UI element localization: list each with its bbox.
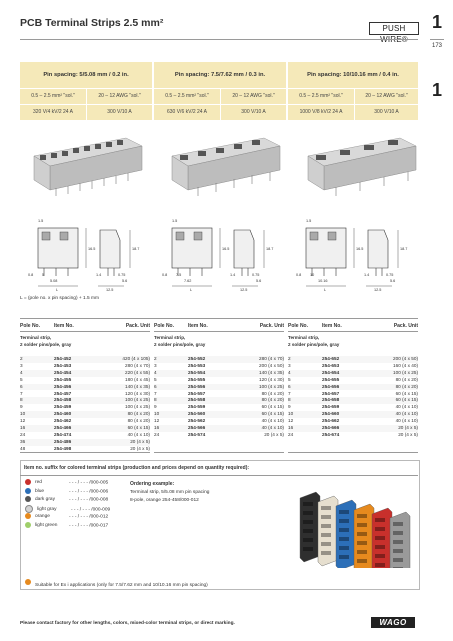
pole-cell: 36 <box>20 438 26 444</box>
rating-cell: 630 V/6 kV/2 24 A <box>166 109 208 115</box>
dimension-label: 18.7 <box>266 247 274 251</box>
pole-cell: 5 <box>154 376 157 382</box>
spacing-heading: Pin spacing: 7.5/7.62 mm / 0.3 in. <box>174 72 266 78</box>
dimension-label: 12.5 <box>240 288 248 292</box>
pack-cell: 80 (4 x 20) <box>127 411 150 417</box>
pack-cell: 80 (4 x 20) <box>127 418 150 424</box>
pack-cell: 120 (4 x 30) <box>124 390 150 396</box>
pole-cell: 3 <box>288 362 291 368</box>
dimension-label: 18.7 <box>132 247 140 251</box>
dimension-label: 5.6 <box>122 279 128 283</box>
item-cell: 254-457 <box>54 390 72 396</box>
item-cell: 254-453 <box>54 362 72 368</box>
pack-cell: 60 (4 x 15) <box>395 397 418 403</box>
table-subtitle: Terminal strip, <box>288 335 320 340</box>
colored-strip <box>354 504 374 568</box>
pole-cell: 16 <box>20 425 26 430</box>
table-row <box>154 418 284 425</box>
color-swatch-icon <box>25 522 31 528</box>
pack-cell: 20 (4 x 5) <box>398 431 418 437</box>
dimension-label: L <box>56 288 59 292</box>
dimension-label: 0.75 <box>118 273 126 277</box>
table-row <box>20 397 150 404</box>
pack-cell: 20 (4 x 5) <box>398 425 418 430</box>
dimension-label: 16.5 <box>222 247 230 251</box>
column-header-pack: Pack. Unit <box>393 323 418 329</box>
table-bottom-rule <box>20 452 150 453</box>
rating-cell: 1000 V/8 kV/2 24 A <box>299 109 343 115</box>
colored-strips-photo <box>296 484 416 568</box>
product-photos <box>20 126 418 198</box>
table-header-rule <box>288 331 418 332</box>
pole-cell: 10 <box>154 411 160 417</box>
item-cell: 254-552 <box>188 356 206 361</box>
pack-cell: 20 (4 x 5) <box>130 438 150 444</box>
pack-cell: 60 (4 x 15) <box>127 425 150 430</box>
dimension-label: 7.5 <box>176 273 182 277</box>
column-header-item: Item No. <box>322 323 342 329</box>
dimension-label: 1.5 <box>38 219 44 223</box>
column-header-item: Item No. <box>54 323 74 329</box>
table-subtitle: 2 solder pins/pole, gray <box>154 342 206 347</box>
color-swatch-icon <box>25 513 31 519</box>
item-cell: 254-666 <box>322 425 340 430</box>
pack-cell: 140 (4 x 35) <box>124 383 150 389</box>
table-row <box>154 377 284 384</box>
wago-logo: WAGO <box>371 617 415 628</box>
rating-cell: 20 – 12 AWG "sol." <box>232 93 275 99</box>
ordering-example-line: 8-pole, orange 254-458/000-012 <box>130 498 199 503</box>
dimension-label: 0.75 <box>252 273 260 277</box>
pack-cell: 40 (4 x 10) <box>395 404 418 410</box>
table-row <box>154 391 284 398</box>
parts-top-rule <box>20 318 418 319</box>
pole-cell: 8 <box>288 397 291 403</box>
pole-cell: 10 <box>20 411 26 417</box>
table-subtitle: 2 solder pins/pole, gray <box>288 342 340 347</box>
dimension-note: L = (pole no. x pin spacing) + 1.5 mm <box>20 296 100 301</box>
table-row <box>20 418 150 425</box>
table-row <box>20 411 150 418</box>
pole-cell: 3 <box>154 362 157 368</box>
terminal-strip-photo-5mm <box>34 138 142 196</box>
color-swatch-icon <box>25 479 31 485</box>
rating-cell: 300 V/10 A <box>241 109 266 115</box>
dimension-label: 5.08 <box>50 279 58 283</box>
pole-cell: 9 <box>288 404 291 410</box>
column-header-pole: Pole No. <box>154 323 175 329</box>
pole-cell: 24 <box>20 431 26 437</box>
column-header-pack: Pack. Unit <box>259 323 284 329</box>
pack-cell: 200 (4 x 50) <box>392 356 418 361</box>
color-suffix: - - - / - - - /000-009 <box>71 506 111 512</box>
dimension-drawing <box>296 219 407 292</box>
pole-cell: 48 <box>20 445 26 451</box>
dimension-label: L <box>324 288 327 292</box>
item-cell: 254-486 <box>54 438 72 444</box>
column-header-pack: Pack. Unit <box>125 323 150 329</box>
colored-strip <box>300 492 320 562</box>
rating-cell: 0.5 – 2.5 mm² "sol." <box>299 93 343 99</box>
rating-cell: 0.5 – 2.5 mm² "sol." <box>31 93 75 99</box>
color-suffix: - - - / - - - /000-012 <box>69 514 109 520</box>
item-cell: 254-454 <box>54 369 72 375</box>
table-row <box>288 411 418 418</box>
table-row <box>20 377 150 384</box>
table-row <box>20 432 150 439</box>
table-row <box>154 432 284 439</box>
color-name: dark gray <box>35 497 55 503</box>
rating-rowline <box>20 104 418 105</box>
dimension-label: 5.6 <box>256 279 262 283</box>
color-suffix-item <box>25 505 225 514</box>
pack-cell: 220 (4 x 55) <box>124 369 150 375</box>
table-row <box>288 432 418 439</box>
pack-cell: 20 (4 x 5) <box>130 445 150 451</box>
item-cell: 254-654 <box>322 369 340 375</box>
dimension-label: 1.5 <box>172 219 178 223</box>
pack-cell: 40 (4 x 10) <box>127 431 150 437</box>
item-cell: 254-658 <box>322 397 340 403</box>
color-name: orange <box>35 514 50 520</box>
item-cell: 254-674 <box>322 431 340 437</box>
pole-cell: 8 <box>154 397 157 403</box>
pack-cell: 60 (4 x 15) <box>261 404 284 410</box>
dimension-drawing <box>28 219 139 292</box>
item-cell: 254-652 <box>322 356 340 361</box>
pole-cell: 24 <box>288 431 294 437</box>
table-row <box>154 356 284 363</box>
item-cell: 254-657 <box>322 390 340 396</box>
pole-cell: 2 <box>288 356 291 361</box>
dimension-label: 0.8 <box>296 273 302 277</box>
item-cell: 254-498 <box>54 445 72 451</box>
dimension-label: 1.4 <box>230 273 236 277</box>
item-cell: 254-455 <box>54 376 72 382</box>
pole-cell: 12 <box>288 418 294 424</box>
table-row <box>154 411 284 418</box>
pole-cell: 7 <box>20 390 23 396</box>
table-row <box>20 363 150 370</box>
color-suffix-item <box>25 513 225 522</box>
table-header-rule <box>20 331 150 332</box>
table-subtitle: 2 solder pins/pole, gray <box>20 342 72 347</box>
dimension-drawing <box>162 219 273 292</box>
ordering-example-title: Ordering example: <box>130 481 175 487</box>
pack-cell: 60 (4 x 15) <box>261 411 284 417</box>
item-cell: 254-474 <box>54 431 72 437</box>
item-cell: 254-656 <box>322 383 340 389</box>
info-icon <box>25 579 31 585</box>
ex-note-text: Suitable for Ex i applications (only for 7.5/7.62 mm and 10/10.16 mm pin spacing) <box>35 583 208 588</box>
rating-cell: 20 – 12 AWG "sol." <box>365 93 408 99</box>
item-cell: 254-659 <box>322 404 340 410</box>
spacing-heading: Pin spacing: 10/10.16 mm / 0.4 in. <box>307 72 399 78</box>
item-cell: 254-562 <box>188 418 206 424</box>
colored-strip <box>336 500 356 568</box>
color-name: red <box>35 480 42 486</box>
colored-strip <box>390 512 410 568</box>
item-cell: 254-559 <box>188 404 206 410</box>
table-row <box>154 404 284 411</box>
table-row <box>20 439 150 446</box>
rating-rowline <box>20 88 418 89</box>
color-suffix: - - - / - - - /000-008 <box>69 497 109 503</box>
pole-cell: 4 <box>288 369 291 375</box>
rating-cell: 0.5 – 2.5 mm² "sol." <box>165 93 209 99</box>
pack-cell: 20 (4 x 5) <box>264 431 284 437</box>
pole-cell: 6 <box>154 383 157 389</box>
color-suffix-item <box>25 522 225 531</box>
column-header-pole: Pole No. <box>20 323 41 329</box>
table-subtitle: Terminal strip, <box>154 335 186 340</box>
dimension-label: 5 <box>42 273 45 277</box>
dimension-label: 0.8 <box>162 273 168 277</box>
terminal-strip-photo-7mm <box>172 138 280 196</box>
item-cell: 254-459 <box>54 404 72 410</box>
pole-cell: 5 <box>20 376 23 382</box>
table-row <box>288 391 418 398</box>
spacing-heading: Pin spacing: 5/5.08 mm / 0.2 in. <box>43 72 129 78</box>
table-row <box>20 404 150 411</box>
item-cell: 254-557 <box>188 390 206 396</box>
color-suffix: - - - / - - - /000-005 <box>69 480 109 486</box>
item-cell: 254-660 <box>322 411 340 417</box>
pole-cell: 9 <box>154 404 157 410</box>
colored-strip <box>372 508 392 568</box>
item-cell: 254-653 <box>322 362 340 368</box>
rating-cell: 20 – 12 AWG "sol." <box>98 93 141 99</box>
table-row <box>154 384 284 391</box>
dimension-label: 5.6 <box>390 279 396 283</box>
pack-cell: 100 (4 x 25) <box>124 397 150 403</box>
item-cell: 254-555 <box>188 376 206 382</box>
pack-cell: 120 (4 x 30) <box>258 376 284 382</box>
pack-cell: 80 (4 x 20) <box>395 383 418 389</box>
table-bottom-rule <box>288 452 418 453</box>
column-header-item: Item No. <box>188 323 208 329</box>
item-cell: 254-456 <box>54 383 72 389</box>
page-ref: 173 <box>432 43 443 49</box>
pack-cell: 180 (4 x 45) <box>124 376 150 382</box>
section-number-tab: 1 <box>432 80 443 100</box>
dimension-label: 10 <box>310 273 315 277</box>
pack-cell: 420 (4 x 105) <box>122 356 150 361</box>
item-cell: 254-655 <box>322 376 340 382</box>
pole-cell: 4 <box>154 369 157 375</box>
rating-cell: 300 V/10 A <box>374 109 399 115</box>
pole-cell: 7 <box>154 390 157 396</box>
pole-cell: 16 <box>154 425 160 430</box>
ordering-example-line: Terminal strip, 5/5.08 mm pin spacing <box>130 490 210 495</box>
table-row <box>288 384 418 391</box>
table-row <box>288 356 418 363</box>
table-row <box>20 425 150 432</box>
pole-cell: 16 <box>288 425 294 430</box>
dimension-label: 0.8 <box>28 273 34 277</box>
dimension-label: 12.5 <box>106 288 114 292</box>
pack-cell: 200 (4 x 50) <box>258 362 284 368</box>
pole-cell: 10 <box>288 411 294 417</box>
pack-cell: 280 (4 x 70) <box>124 362 150 368</box>
table-row <box>154 370 284 377</box>
pole-cell: 9 <box>20 404 23 410</box>
table-row <box>288 418 418 425</box>
color-swatch-icon <box>25 496 31 502</box>
ex-note <box>25 573 208 591</box>
dimension-label: 10.16 <box>318 279 328 283</box>
color-swatch-icon <box>25 505 33 513</box>
pole-cell: 6 <box>20 383 23 389</box>
dimension-label: 16.5 <box>356 247 364 251</box>
dimension-label: 1.4 <box>96 273 102 277</box>
table-header-rule <box>154 331 284 332</box>
table-row <box>20 384 150 391</box>
pole-cell: 24 <box>154 431 160 437</box>
terminal-strip-photo-10mm <box>308 138 416 196</box>
table-row <box>288 425 418 432</box>
dimension-label: 1.5 <box>306 219 312 223</box>
colored-strip <box>318 496 338 566</box>
item-cell: 254-460 <box>54 411 72 417</box>
color-swatch-icon <box>25 488 31 494</box>
table-row <box>154 363 284 370</box>
rating-cell: 320 V/4 kV/2 24 A <box>32 109 74 115</box>
color-suffix: - - - / - - - /000-017 <box>69 522 109 528</box>
pack-cell: 160 (4 x 40) <box>392 362 418 368</box>
color-name: light gray <box>37 506 57 512</box>
pack-cell: 140 (4 x 35) <box>258 369 284 375</box>
item-cell: 254-466 <box>54 425 72 430</box>
table-row <box>288 397 418 404</box>
pack-cell: 80 (4 x 20) <box>261 397 284 403</box>
pack-cell: 100 (4 x 25) <box>258 383 284 389</box>
item-cell: 254-553 <box>188 362 206 368</box>
pack-cell: 40 (4 x 10) <box>395 411 418 417</box>
dimension-label: 0.75 <box>386 273 394 277</box>
footer-note: Please contact factory for other lengths, colors, mixed-color terminal strips, or direct marking. <box>20 621 235 626</box>
item-cell: 254-554 <box>188 369 206 375</box>
brand-badge: PUSH <box>369 22 419 35</box>
table-row <box>154 397 284 404</box>
pack-cell: 80 (4 x 20) <box>261 390 284 396</box>
table-row <box>20 356 150 363</box>
pole-cell: 2 <box>20 356 23 361</box>
item-cell: 254-556 <box>188 383 206 389</box>
ordering-rule <box>20 475 418 476</box>
pack-cell: 40 (4 x 10) <box>261 425 284 430</box>
color-suffix-item <box>25 479 225 488</box>
pack-cell: 60 (4 x 15) <box>395 390 418 396</box>
page-title: PCB Terminal Strips 2.5 mm² <box>20 17 164 29</box>
item-cell: 254-462 <box>54 418 72 424</box>
dimension-label: 16.5 <box>88 247 96 251</box>
table-row <box>20 391 150 398</box>
dimension-label: 1.4 <box>364 273 370 277</box>
pole-cell: 8 <box>20 397 23 403</box>
pack-cell: 40 (4 x 10) <box>261 418 284 424</box>
pack-cell: 280 (4 x 70) <box>258 356 284 361</box>
item-cell: 254-566 <box>188 425 206 430</box>
item-cell: 254-558 <box>188 397 206 403</box>
pole-cell: 12 <box>20 418 26 424</box>
table-row <box>154 425 284 432</box>
dimension-drawings <box>20 210 418 292</box>
color-suffix: - - - / - - - /000-006 <box>69 488 109 494</box>
section-number: 1 <box>432 12 443 32</box>
color-name: blue <box>35 488 45 494</box>
dimension-label: 12.5 <box>374 288 382 292</box>
pole-cell: 4 <box>20 369 23 375</box>
rating-cell: 300 V/10 A <box>107 109 132 115</box>
item-cell: 254-662 <box>322 418 340 424</box>
table-row <box>288 377 418 384</box>
table-row <box>288 363 418 370</box>
table-subtitle: Terminal strip, <box>20 335 52 340</box>
item-cell: 254-458 <box>54 397 72 403</box>
pole-cell: 3 <box>20 362 23 368</box>
suffix-title: Item no. suffix for colored terminal strips (production and prices depend on quantity required): <box>24 465 250 471</box>
dimension-label: 18.7 <box>400 247 408 251</box>
table-row <box>288 370 418 377</box>
pole-cell: 12 <box>154 418 160 424</box>
color-name: light green <box>35 522 58 528</box>
table-bottom-rule <box>154 452 284 453</box>
pack-cell: 100 (4 x 25) <box>392 369 418 375</box>
header-rule <box>20 39 418 40</box>
pole-cell: 2 <box>154 356 157 361</box>
dimension-label: L <box>190 288 193 292</box>
side-rule <box>430 39 444 40</box>
item-cell: 254-452 <box>54 356 72 361</box>
pole-cell: 6 <box>288 383 291 389</box>
pole-cell: 5 <box>288 376 291 382</box>
column-header-pole: Pole No. <box>288 323 309 329</box>
pack-cell: 100 (4 x 25) <box>124 404 150 410</box>
pack-cell: 80 (4 x 20) <box>395 376 418 382</box>
item-cell: 254-574 <box>188 431 206 437</box>
pack-cell: 40 (4 x 10) <box>395 418 418 424</box>
pole-cell: 7 <box>288 390 291 396</box>
table-row <box>20 370 150 377</box>
item-cell: 254-560 <box>188 411 206 417</box>
table-row <box>288 404 418 411</box>
dimension-label: 7.62 <box>184 279 192 283</box>
